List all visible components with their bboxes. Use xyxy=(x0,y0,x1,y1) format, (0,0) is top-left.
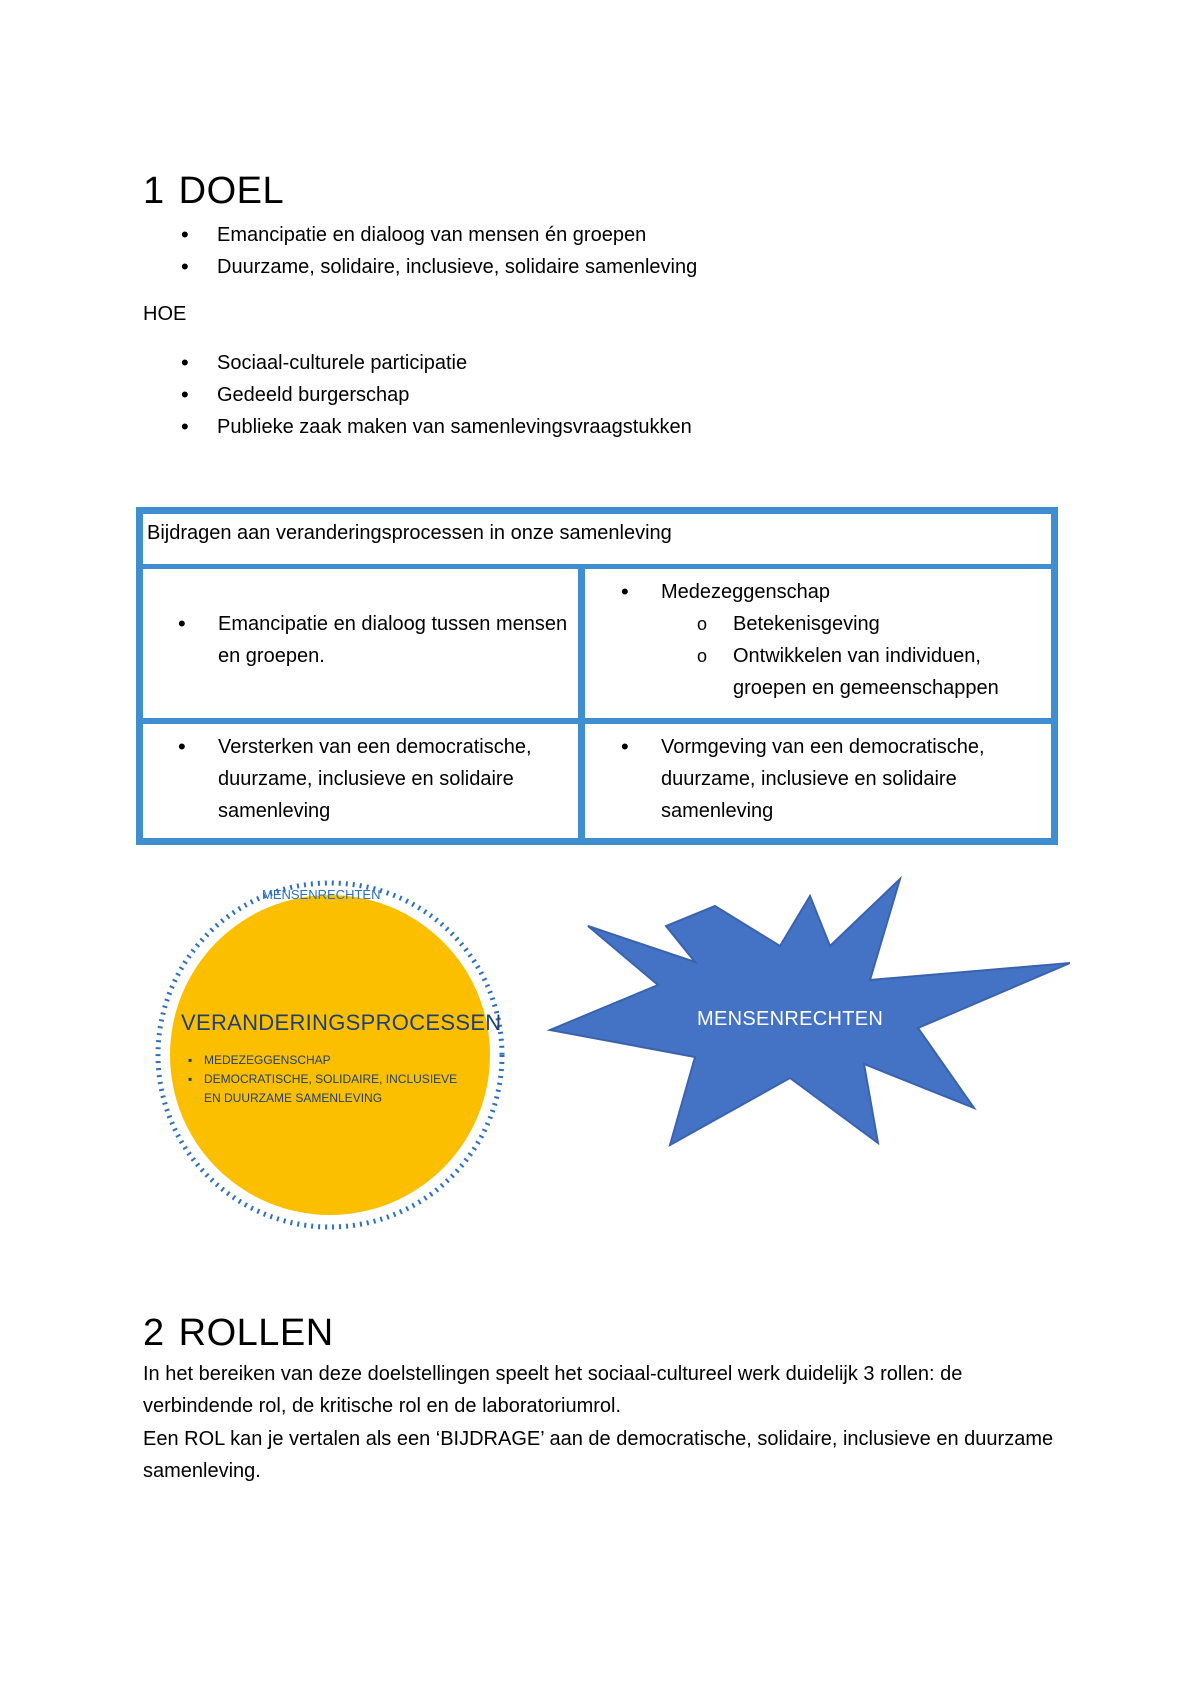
list-item: • Gedeeld burgerschap xyxy=(143,379,1043,411)
section-1-heading xyxy=(143,172,284,210)
section-2-number: 2 xyxy=(143,1312,165,1354)
how-list xyxy=(143,347,1043,443)
list-item: • Duurzame, solidaire, inclusieve, solidaire samenleving xyxy=(143,251,1043,283)
table-header: Bijdragen aan veranderingsprocessen in onze samenleving xyxy=(136,507,1058,569)
circle-list xyxy=(178,1051,457,1108)
list-item: • Medezeggenschap xyxy=(583,576,1053,608)
table-divider xyxy=(136,718,1058,724)
circle-title: VERANDERINGSPROCESSEN xyxy=(181,1010,502,1035)
section-2-heading xyxy=(143,1314,334,1352)
table-cell-2 xyxy=(583,576,1053,704)
table-cell-3 xyxy=(140,731,570,827)
section-1-number: 1 xyxy=(143,170,165,212)
how-label: HOE xyxy=(143,303,187,325)
section-2-paragraph-2: Een ROL kan je vertalen als een ‘BIJDRAGE’ aan de democratische, solidaire, inclusieve en duurzame samenleving. xyxy=(143,1428,1054,1482)
star-label: MENSENRECHTEN xyxy=(697,1008,884,1030)
section-2-title: ROLLEN xyxy=(178,1312,334,1354)
list-item: ▪ MEDEZEGGENSCHAP xyxy=(178,1051,457,1070)
goals-list xyxy=(143,219,1043,283)
list-item: • Sociaal-culturele participatie xyxy=(143,347,1043,379)
section-1-title: DOEL xyxy=(178,170,285,212)
list-item: • Vormgeving van een democratische, duurzame, inclusieve en solidaire samenleving xyxy=(583,731,1043,827)
table-cell-4 xyxy=(583,731,1043,827)
table-cell-1 xyxy=(140,608,570,672)
list-item: • Emancipatie en dialoog van mensen én groepen xyxy=(143,219,1043,251)
list-item: • Versterken van een democratische, duurzame, inclusieve en solidaire samenleving xyxy=(140,731,570,827)
list-item: ▪ DEMOCRATISCHE, SOLIDAIRE, INCLUSIEVE xyxy=(178,1070,457,1089)
list-item: • Publieke zaak maken van samenlevingsvraagstukken xyxy=(143,411,1043,443)
list-item: • Emancipatie en dialoog tussen mensen en groepen. xyxy=(140,608,570,672)
list-item: o Betekenisgeving xyxy=(583,608,1053,640)
list-item: o Ontwikkelen van individuen, groepen en gemeenschappen xyxy=(583,640,1053,704)
list-item: EN DUURZAME SAMENLEVING xyxy=(204,1091,383,1105)
section-2-paragraph-1: In het bereiken van deze doelstellingen speelt het sociaal-cultureel werk duidelijk 3 rollen: de verbindende rol, de kritische rol en de laboratoriumrol. xyxy=(143,1363,963,1417)
ring-label: MENSENRECHTEN xyxy=(262,887,381,902)
